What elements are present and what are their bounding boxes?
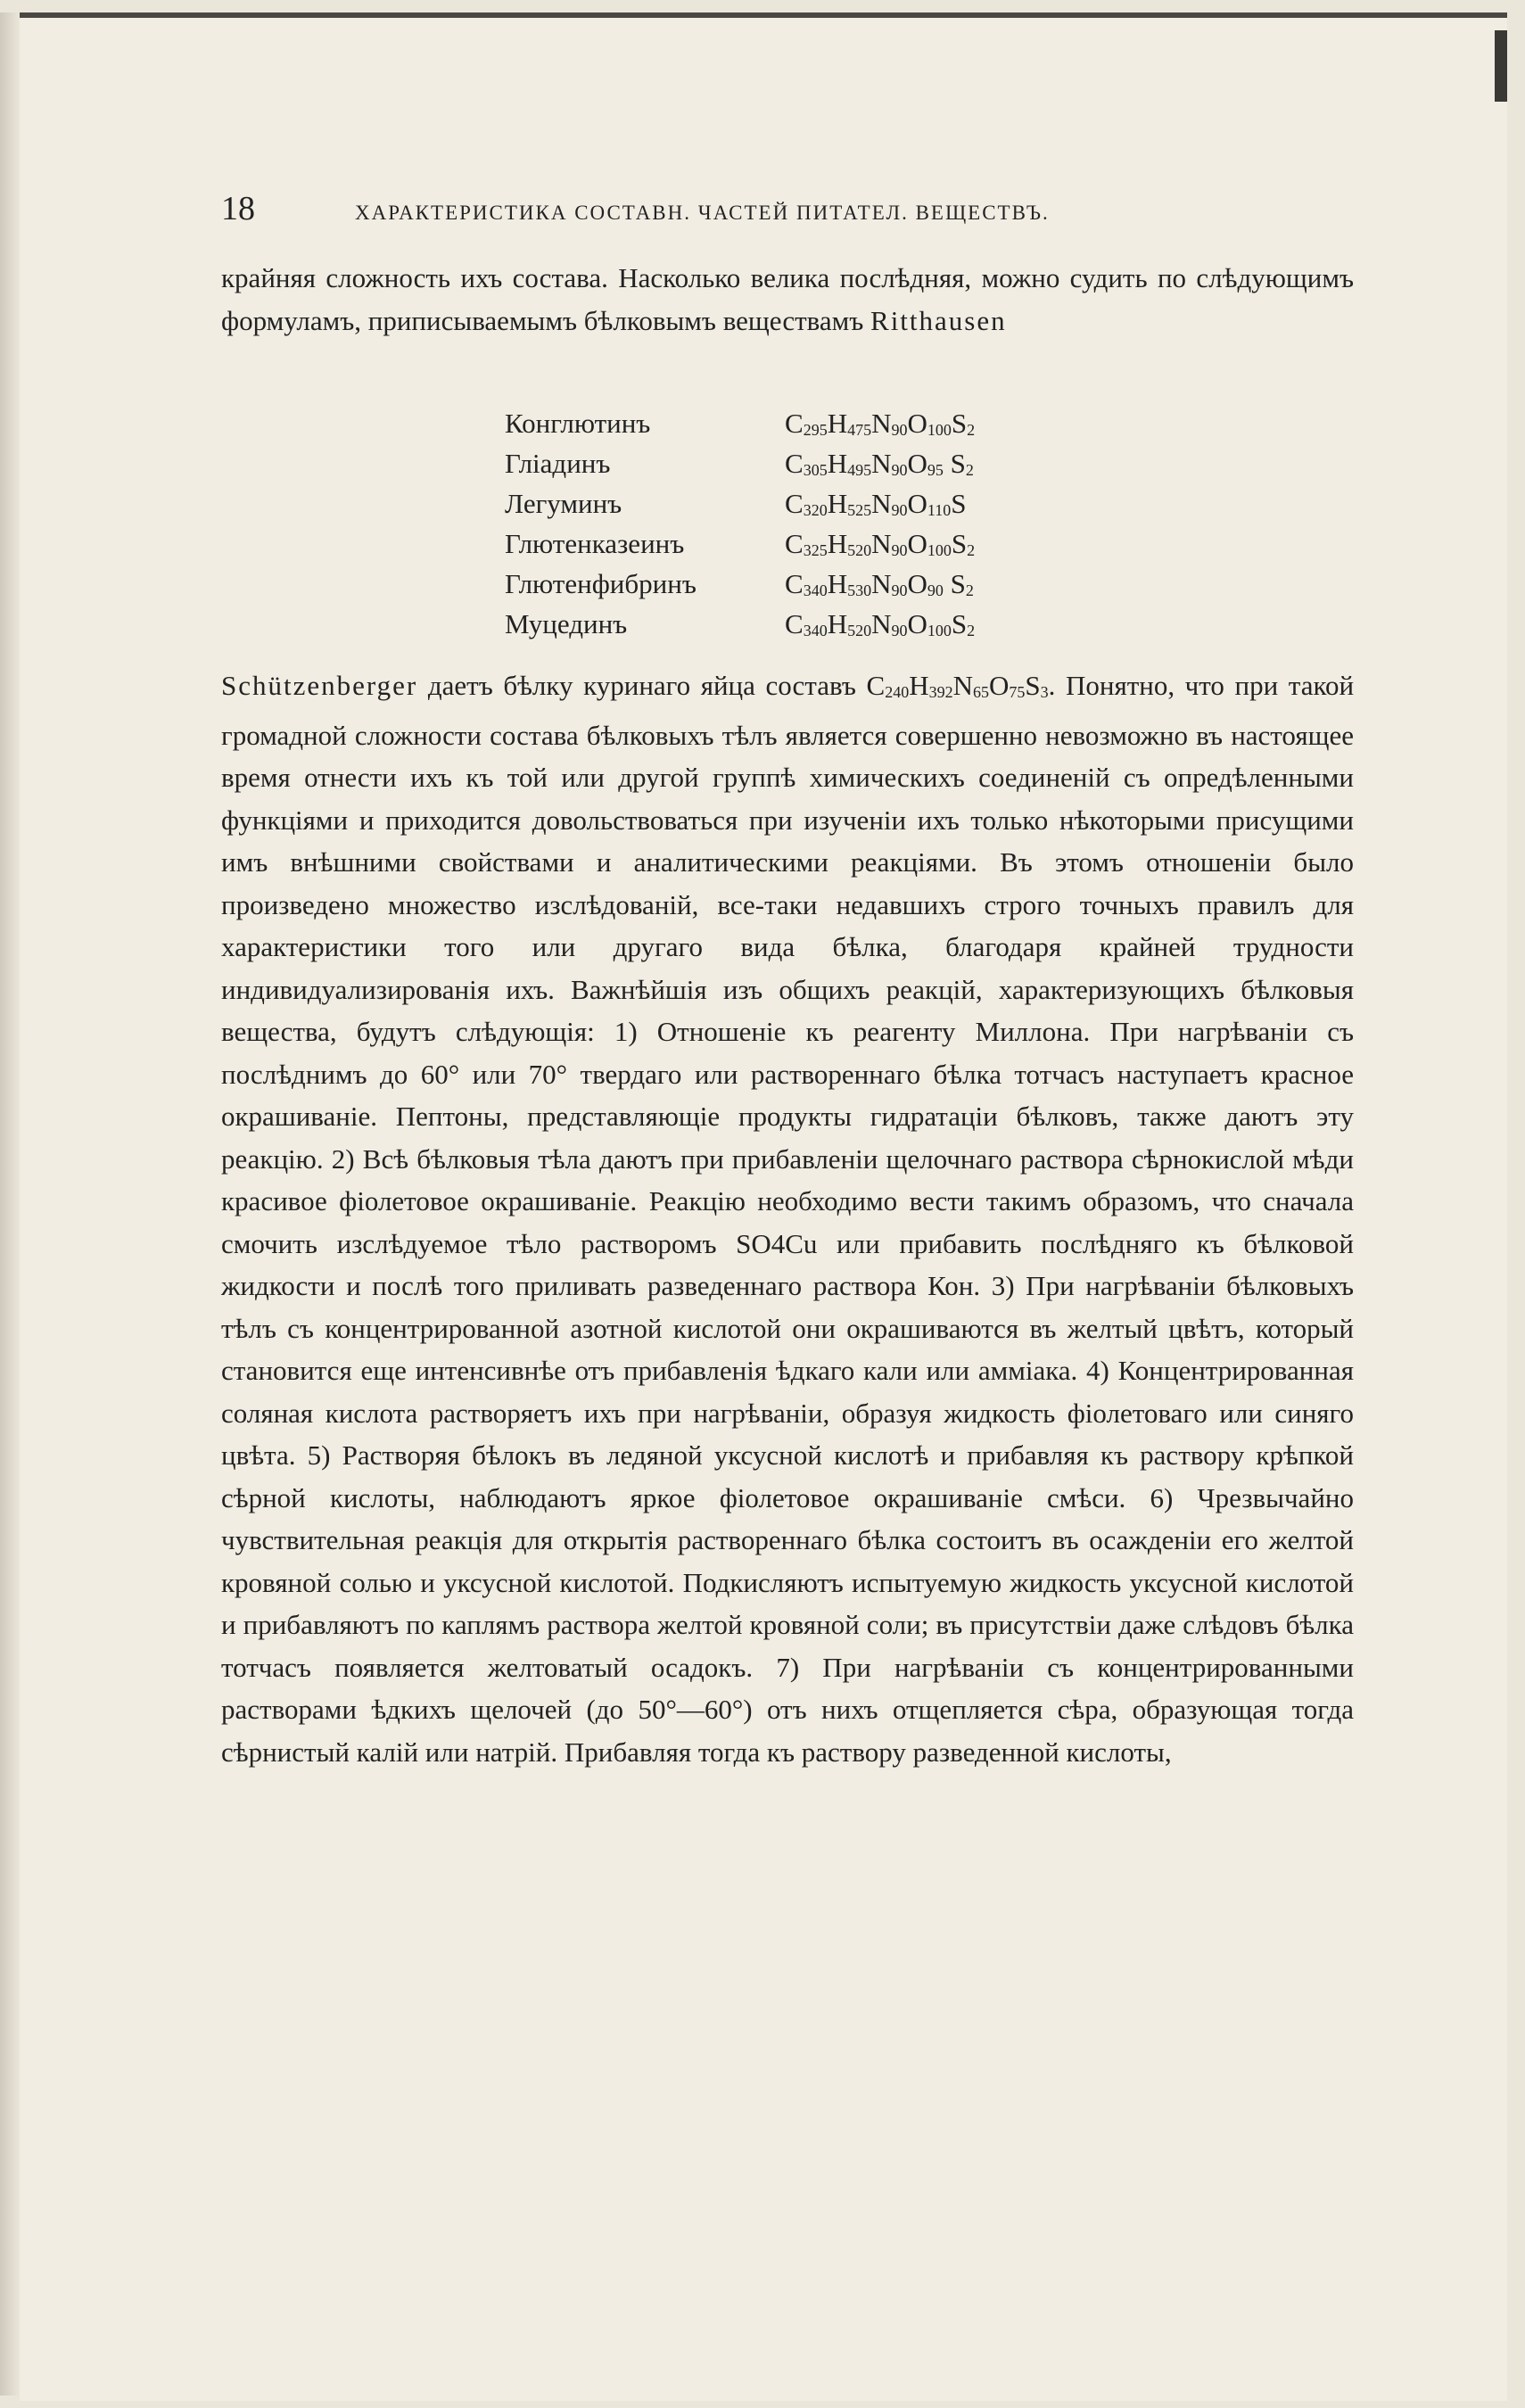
substance-name: Конглютинъ (505, 407, 651, 439)
chemical-formula: $C_{305}H_{495}N_{90}O_{95}$ $S_2$ (785, 447, 974, 479)
page-number: 18 (221, 190, 255, 227)
scan-edge-mark (1495, 30, 1507, 102)
substance-name: Глютенказеинъ (505, 527, 685, 559)
main-text: Понятно, что при такой громадной сложности состава бѣлковыхъ тѣлъ является совершенно невозможно въ настоящее время отнести ихъ къ той или другой группѣ химическихъ соединеній съ опредѣленными функціями и приходится довольствоваться при изученіи ихъ только нѣкоторыми присущими имъ внѣшними свойствами и аналитическими реакціями. Въ этомъ отношеніи было произведено множество изслѣдованій, все-таки недавшихъ строго точныхъ правилъ для характеристики того или другаго вида бѣлка, благодаря крайней трудности индивидуализированія ихъ. Важнѣйшія изъ общихъ реакцій, характеризующихъ бѣлковыя вещества, будутъ слѣдующія: 1) Отношеніе къ реагенту Миллона. При нагрѣваніи съ послѣднимъ до 60° или 70° твердаго или раствореннаго бѣлка тотчасъ наступаетъ красное окрашиваніе. Пептоны, представляющіе продукты гидратаціи бѣлковъ, также даютъ эту реакцію. 2) Всѣ бѣлковыя тѣла даютъ при прибавленіи щелочнаго раствора сѣрнокислой мѣди красивое фіолетовое окрашиваніе. Реакцію необходимо вести такимъ образомъ, что сначала смочить изслѣдуемое тѣло растворомъ SO4Cu или прибавить послѣдняго къ бѣлковой жидкости и послѣ того приливать разведеннаго раствора Кон. 3) При нагрѣваніи бѣлковыхъ тѣлъ съ концентрированной азотной кислотой они окрашиваются въ желтый цвѣтъ, который становится еще интенсивнѣе отъ прибавленія ѣдкаго кали или амміака. 4) Концентрированная соляная кислота растворяетъ ихъ при нагрѣваніи, образуя жидкость фіолетоваго или синяго цвѣта. 5) Растворяя бѣлокъ въ ледяной уксусной кислотѣ и прибавляя къ раствору крѣпкой сѣрной кислоты, наблюдаютъ яркое фіолетовое окрашиваніе смѣси. 6) Чрезвычайно чувствительная реакція для открытія раствореннаго бѣлка состоитъ въ осажденіи его желтой кровяной солью и уксусной кислотой. Подкисляютъ испытуемую жидкость уксусной кислотой и прибавляютъ по каплямъ раствора желтой кровяной соли; въ присутствіи даже слѣдовъ бѣлка тотчасъ появляется желтоватый осадокъ. 7) При нагрѣваніи съ концентрированными растворами ѣдкихъ щелочей (до 50°—60°) отъ нихъ отщепляется сѣра, образующая тогда сѣрнистый калій или натрій. Прибавляя тогда къ раствору разведенной кислоты, (221, 670, 1355, 1768)
formula-row (505, 524, 1129, 564)
formula-table (505, 403, 1129, 644)
egg-formula: $C_{240}H_{392}N_{65}O_{75}S_3$ (866, 670, 1049, 701)
formula-row (505, 604, 1129, 644)
formula-row (505, 483, 1129, 524)
substance-name: Муцединъ (505, 607, 628, 639)
page-edge-shadow (0, 12, 20, 2396)
substance-name: Легуминъ (505, 487, 622, 519)
substance-name: Гліадинъ (505, 447, 611, 479)
main-paragraph: Schützenberger даетъ бѣлку куринаго яйца составъ $C_{240}H_{392}N_{65}O_{75}S_3$. Понятно, что при такой громадной сложности состава бѣлковыхъ тѣлъ является совершенно невозможно въ настоящее время отнести ихъ къ той или другой группѣ химическихъ соединеній съ опредѣленными функціями и приходится довольствоваться при изученіи ихъ только нѣкоторыми присущими имъ внѣшними свойствами и аналитическими реакціями. Въ этомъ отношеніи было произведено множество изслѣдованій, все-таки недавшихъ строго точныхъ правилъ для характеристики того или другаго вида бѣлка, благодаря крайней трудности индивидуализированія ихъ. Важнѣйшія изъ общихъ реакцій, характеризующихъ бѣлковыя вещества, будутъ слѣдующія: 1) Отношеніе къ реагенту Миллона. При нагрѣваніи съ послѣднимъ до 60° или 70° твердаго или раствореннаго бѣлка тотчасъ наступаетъ красное окрашиваніе. Пептоны, представляющіе продукты гидратаціи бѣлковъ, также даютъ эту реакцію. 2) Всѣ бѣлковыя тѣла даютъ при прибавленіи щелочнаго раствора сѣрнокислой мѣди красивое фіолетовое окрашиваніе. Реакцію необходимо вести такимъ образомъ, что сначала смочить изслѣдуемое тѣло растворомъ SO4Cu или прибавить послѣдняго къ бѣлковой жидкости и послѣ того приливать разведеннаго раствора Кон. 3) При нагрѣваніи бѣлковыхъ тѣлъ съ концентрированной азотной кислотой они окрашиваются въ желтый цвѣтъ, который становится еще интенсивнѣе отъ прибавленія ѣдкаго кали или амміака. 4) Концентрированная соляная кислота растворяетъ ихъ при нагрѣваніи, образуя жидкость фіолетоваго или синяго цвѣта. 5) Растворяя бѣлокъ въ ледяной уксусной кислотѣ и прибавляя къ раствору крѣпкой сѣрной кислоты, наблюдаютъ яркое фіолетовое окрашиваніе смѣси. 6) Чрезвычайно чувствительная реакція для открытія раствореннаго бѣлка состоитъ въ осажденіи его желтой кровяной солью и уксусной кислотой. Подкисляютъ испытуемую жидкость уксусной кислотой и прибавляютъ по каплямъ раствора желтой кровяной соли; въ присутствіи даже слѣдовъ бѣлка тотчасъ появляется желтоватый осадокъ. 7) При нагрѣваніи съ концентрированными растворами ѣдкихъ щелочей (до 50°—60°) отъ нихъ отщепляется сѣра, образующая тогда сѣрнистый калій или натрій. Прибавляя тогда къ раствору разведенной кислоты, (221, 670, 1355, 1768)
formula-row (505, 564, 1129, 604)
chemical-formula: $C_{295}H_{475}N_{90}O_{100}S_2$ (785, 407, 976, 439)
formula-row (505, 403, 1129, 443)
page-header (221, 189, 1354, 237)
formula-row (505, 443, 1129, 483)
intro-text: крайняя сложность ихъ состава. Насколько велика послѣдняя, можно судить по слѣдующимъ формуламъ, приписываемымъ бѣлковымъ веществамъ (221, 262, 1354, 336)
chemical-formula: $C_{340}H_{520}N_{90}O_{100}S_2$ (785, 607, 976, 639)
intro-paragraph (221, 257, 1354, 342)
chemical-formula: $C_{325}H_{520}N_{90}O_{100}S_2$ (785, 527, 976, 559)
main-lead: даетъ бѣлку куринаго яйца составъ (427, 670, 856, 701)
main-author: Schützenberger (221, 670, 418, 701)
chemical-formula: $C_{340}H_{530}N_{90}O_{90}$ $S_2$ (785, 567, 974, 599)
running-head: ХАРАКТЕРИСТИКА СОСТАВН. ЧАСТЕЙ ПИТАТЕЛ. ВЕЩЕСТВЪ. (355, 202, 1050, 224)
intro-author: Ritthausen (870, 304, 1007, 336)
substance-name: Глютенфибринъ (505, 567, 697, 599)
chemical-formula: $C_{320}H_{525}N_{90}O_{110}S$ (785, 487, 967, 519)
